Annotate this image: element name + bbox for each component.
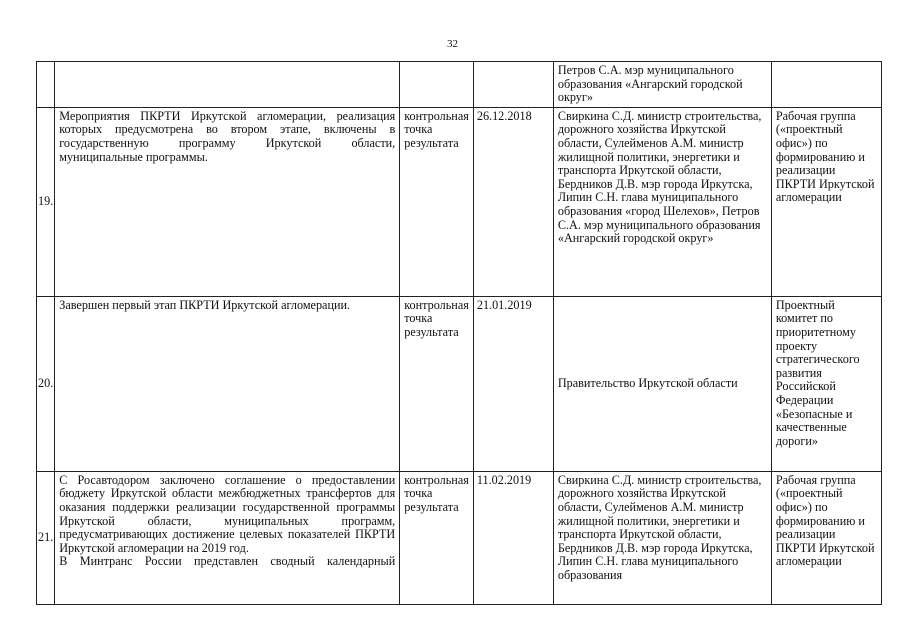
row-number [37, 62, 55, 108]
event-cell [55, 471, 400, 604]
group-cell: Проектный комитет по приоритетному проекту стратегического развития Российской Федерации «Безопасные и качественные дороги» [771, 296, 881, 471]
date-cell: 21.01.2019 [473, 296, 553, 471]
event-cell: Мероприятия ПКРТИ Иркутской агломерации, реализация которых предусмотрена во втором этапе, включены в государственную программу Иркутской области, муниципальные программы. [55, 107, 400, 296]
row-number: 21. [37, 471, 55, 604]
responsible-cell: Правительство Иркутской области [553, 296, 771, 471]
group-cell: Рабочая группа («проектный офис») по формированию и реализации ПКРТИ Иркутской агломерации [771, 107, 881, 296]
event-cell [55, 62, 400, 108]
event-cell: Завершен первый этап ПКРТИ Иркутской агломерации. [55, 296, 400, 471]
schedule-table [36, 61, 882, 605]
event-extra-text: В Минтранс России представлен сводный календарный [59, 554, 396, 569]
responsible-cell: Свиркина С.Д. министр строительства, дорожного хозяйства Иркутской области, Сулейменов А.М. министр жилищной политики, энергетики и транспорта Иркутской области, Бердников Д.В. мэр города Иркутска, Липин С.Н. глава муниципального образования [553, 471, 771, 604]
table-row [37, 62, 882, 108]
group-cell: Рабочая группа («проектный офис») по формированию и реализации ПКРТИ Иркутской агломерации [771, 471, 881, 604]
page-number: 32 [447, 38, 458, 50]
control-type-cell: контрольная точка результата [400, 107, 474, 296]
group-cell [771, 62, 881, 108]
table-row [37, 107, 882, 296]
date-cell: 11.02.2019 [473, 471, 553, 604]
event-text: С Росавтодором заключено соглашение о предоставлении бюджету Иркутской области межбюджетных трансфертов для оказания поддержки реализации государственной программы Иркутской области, муниципальных программ, предусматривающих достижение целевых показателей ПКРТИ Иркутской агломерации на 2019 год. [59, 472, 396, 555]
table-row [37, 471, 882, 604]
table-row [37, 296, 882, 471]
responsible-cell: Петров С.А. мэр муниципального образования «Ангарский городской округ» [553, 62, 771, 108]
control-type-cell: контрольная точка результата [400, 296, 474, 471]
date-cell: 26.12.2018 [473, 107, 553, 296]
control-type-cell: контрольная точка результата [400, 471, 474, 604]
control-type-cell [400, 62, 474, 108]
date-cell [473, 62, 553, 108]
responsible-cell: Свиркина С.Д. министр строительства, дорожного хозяйства Иркутской области, Сулейменов А.М. министр жилищной политики, энергетики и транспорта Иркутской области, Бердников Д.В. мэр города Иркутска, Липин С.Н. глава муниципального образования «город Шелехов», Петров С.А. мэр муниципального образования «Ангарский городской округ» [553, 107, 771, 296]
row-number: 19. [37, 107, 55, 296]
row-number: 20. [37, 296, 55, 471]
